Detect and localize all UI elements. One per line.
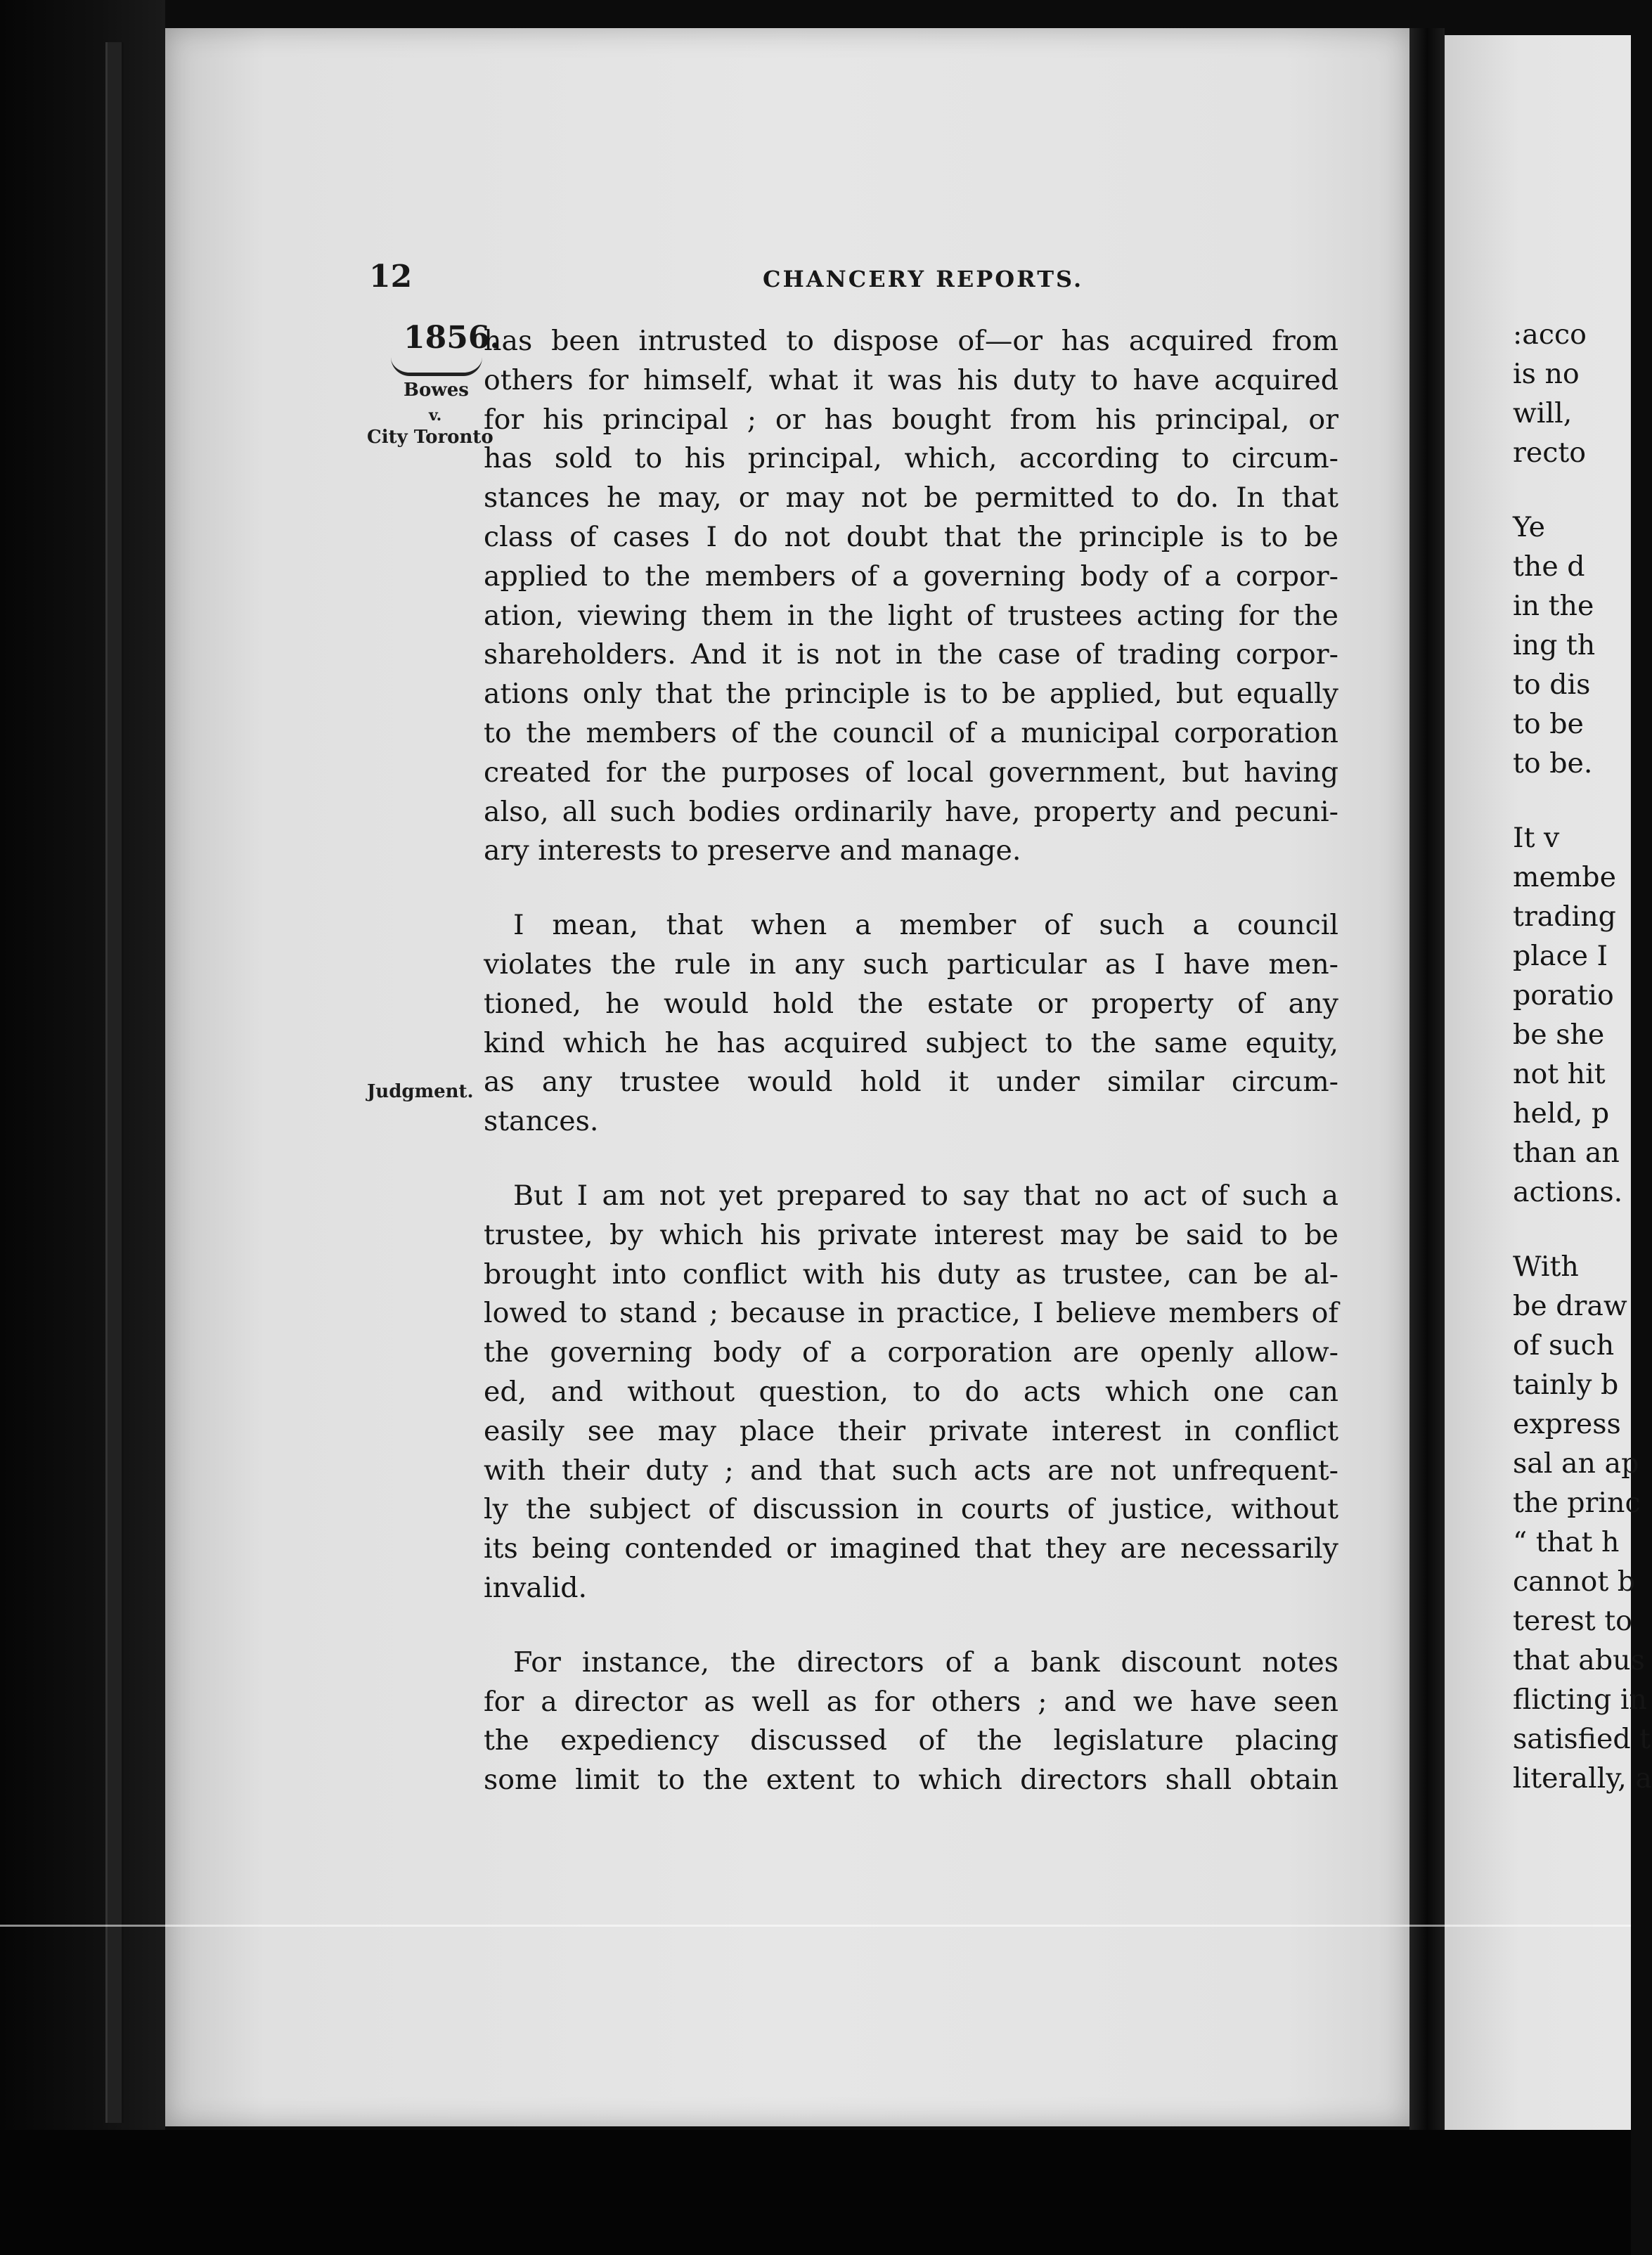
text-line: some limit to the extent to which directors shall obtain [484,1764,1338,1797]
right-text-line: satisfied t [1513,1723,1651,1755]
right-text-line: terest to [1513,1605,1632,1637]
text-line: brought into conflict with his duty as trustee, can be al- [484,1258,1338,1291]
body-text [484,322,1338,1800]
margin-case-plaintiff: Bowes [404,380,469,401]
book-spine [105,42,124,2123]
right-text-line: flicting in [1513,1684,1647,1716]
text-line: tioned, he would hold the estate or property of any [484,987,1338,1020]
right-text-line: cannot b [1513,1565,1636,1598]
text-line: But I am not yet prepared to say that no act of such a [513,1179,1338,1212]
right-text-line: will, [1513,397,1573,429]
right-text-line: poratio [1513,979,1614,1012]
text-line: class of cases I do not doubt that the principle is to be [484,520,1338,553]
margin-judgment-label: Judgment. [367,1081,474,1102]
text-line: ary interests to preserve and manage. [484,834,1021,867]
text-line: others for himself, what it was his duty to have acquired [484,363,1338,396]
text-line: for his principal ; or has bought from his principal, or [484,403,1338,436]
right-text-line: Ye [1513,511,1546,543]
right-text-line: trading [1513,900,1616,933]
text-line: trustee, by which his private interest may be said to be [484,1218,1338,1251]
right-text-line: is no [1513,358,1580,390]
text-line: stances. [484,1105,599,1138]
text-line: invalid. [484,1571,588,1604]
text-line: kind which he has acquired subject to the same equity, [484,1026,1338,1059]
text-line: For instance, the directors of a bank discount notes [513,1646,1338,1679]
right-text-line: literally, a [1513,1762,1652,1795]
text-line: violates the rule in any such particular as I have men- [484,948,1338,981]
right-text-line: membe [1513,861,1616,893]
right-text-line: With [1513,1251,1579,1283]
right-text-line: not hit [1513,1058,1606,1090]
right-text-line: actions. [1513,1176,1623,1208]
page-gutter [1409,28,1445,2144]
scan-left-border [0,0,165,2255]
scan-artifact-line [0,1925,1631,1927]
right-text-line: held, p [1513,1097,1610,1130]
right-text-line: to be. [1513,747,1593,780]
text-line: ed, and without question, to do acts which one can [484,1375,1338,1408]
text-line: shareholders. And it is not in the case of trading corpor- [484,638,1338,671]
right-text-line: sal an ap [1513,1447,1639,1480]
right-page-text [1513,315,1652,1798]
right-text-line: It v [1513,822,1560,854]
text-line: with their duty ; and that such acts are not unfrequent- [484,1454,1338,1487]
text-line: ations only that the principle is to be applied, but equally [484,678,1338,711]
right-text-line: than an [1513,1137,1620,1169]
text-line: as any trustee would hold it under similar circum- [484,1066,1338,1099]
right-text-line: to be [1513,708,1584,740]
text-line: the expediency discussed of the legislature placing [484,1724,1338,1757]
scan-bottom-border [0,2130,1631,2255]
right-text-line: in the [1513,590,1594,622]
right-text-line: recto [1513,437,1587,469]
right-text-line: “ that h [1513,1526,1620,1558]
text-line: easily see may place their private interest in conflict [484,1414,1338,1447]
right-text-line: the princ [1513,1487,1641,1519]
right-text-line: of such [1513,1329,1615,1362]
right-text-line: that abus [1513,1644,1645,1676]
text-line: the governing body of a corporation are openly allow- [484,1336,1338,1369]
text-line: its being contended or imagined that they are necessarily [484,1532,1338,1565]
margin-case-defendant: City Toronto [367,427,493,448]
text-line: I mean, that when a member of such a council [513,909,1338,942]
right-text-line: express [1513,1408,1621,1440]
right-text-line: be she [1513,1019,1605,1051]
text-line: also, all such bodies ordinarily have, property and pecuni- [484,795,1338,828]
text-line: stances he may, or may not be permitted to do. In that [484,482,1338,515]
right-text-line: the d [1513,550,1585,583]
right-text-line: be draw [1513,1290,1627,1322]
text-line: has sold to his principal, which, according to circum- [484,442,1338,475]
text-line: applied to the members of a governing body of a corpor- [484,560,1338,593]
right-text-line: ing th [1513,629,1596,661]
text-line: created for the purposes of local government, but having [484,756,1338,789]
right-text-line: :acco [1513,318,1587,351]
text-line: ation, viewing them in the light of trustees acting for the [484,599,1338,632]
text-line: ly the subject of discussion in courts of justice, without [484,1493,1338,1526]
right-text-line: to dis [1513,668,1591,701]
right-text-line: tainly b [1513,1369,1619,1401]
page-number: 12 [369,259,413,295]
text-line: lowed to stand ; because in practice, I believe members of [484,1297,1338,1330]
right-text-line: place I [1513,940,1608,972]
margin-year: 1856. [404,320,501,356]
text-line: to the members of the council of a municipal corporation [484,716,1338,749]
margin-case-versus: v. [429,406,442,425]
running-head: CHANCERY REPORTS. [763,266,1084,292]
text-line: has been intrusted to dispose of—or has acquired from [484,325,1338,357]
margin-brace [391,357,482,376]
text-line: for a director as well as for others ; and we have seen [484,1685,1338,1718]
